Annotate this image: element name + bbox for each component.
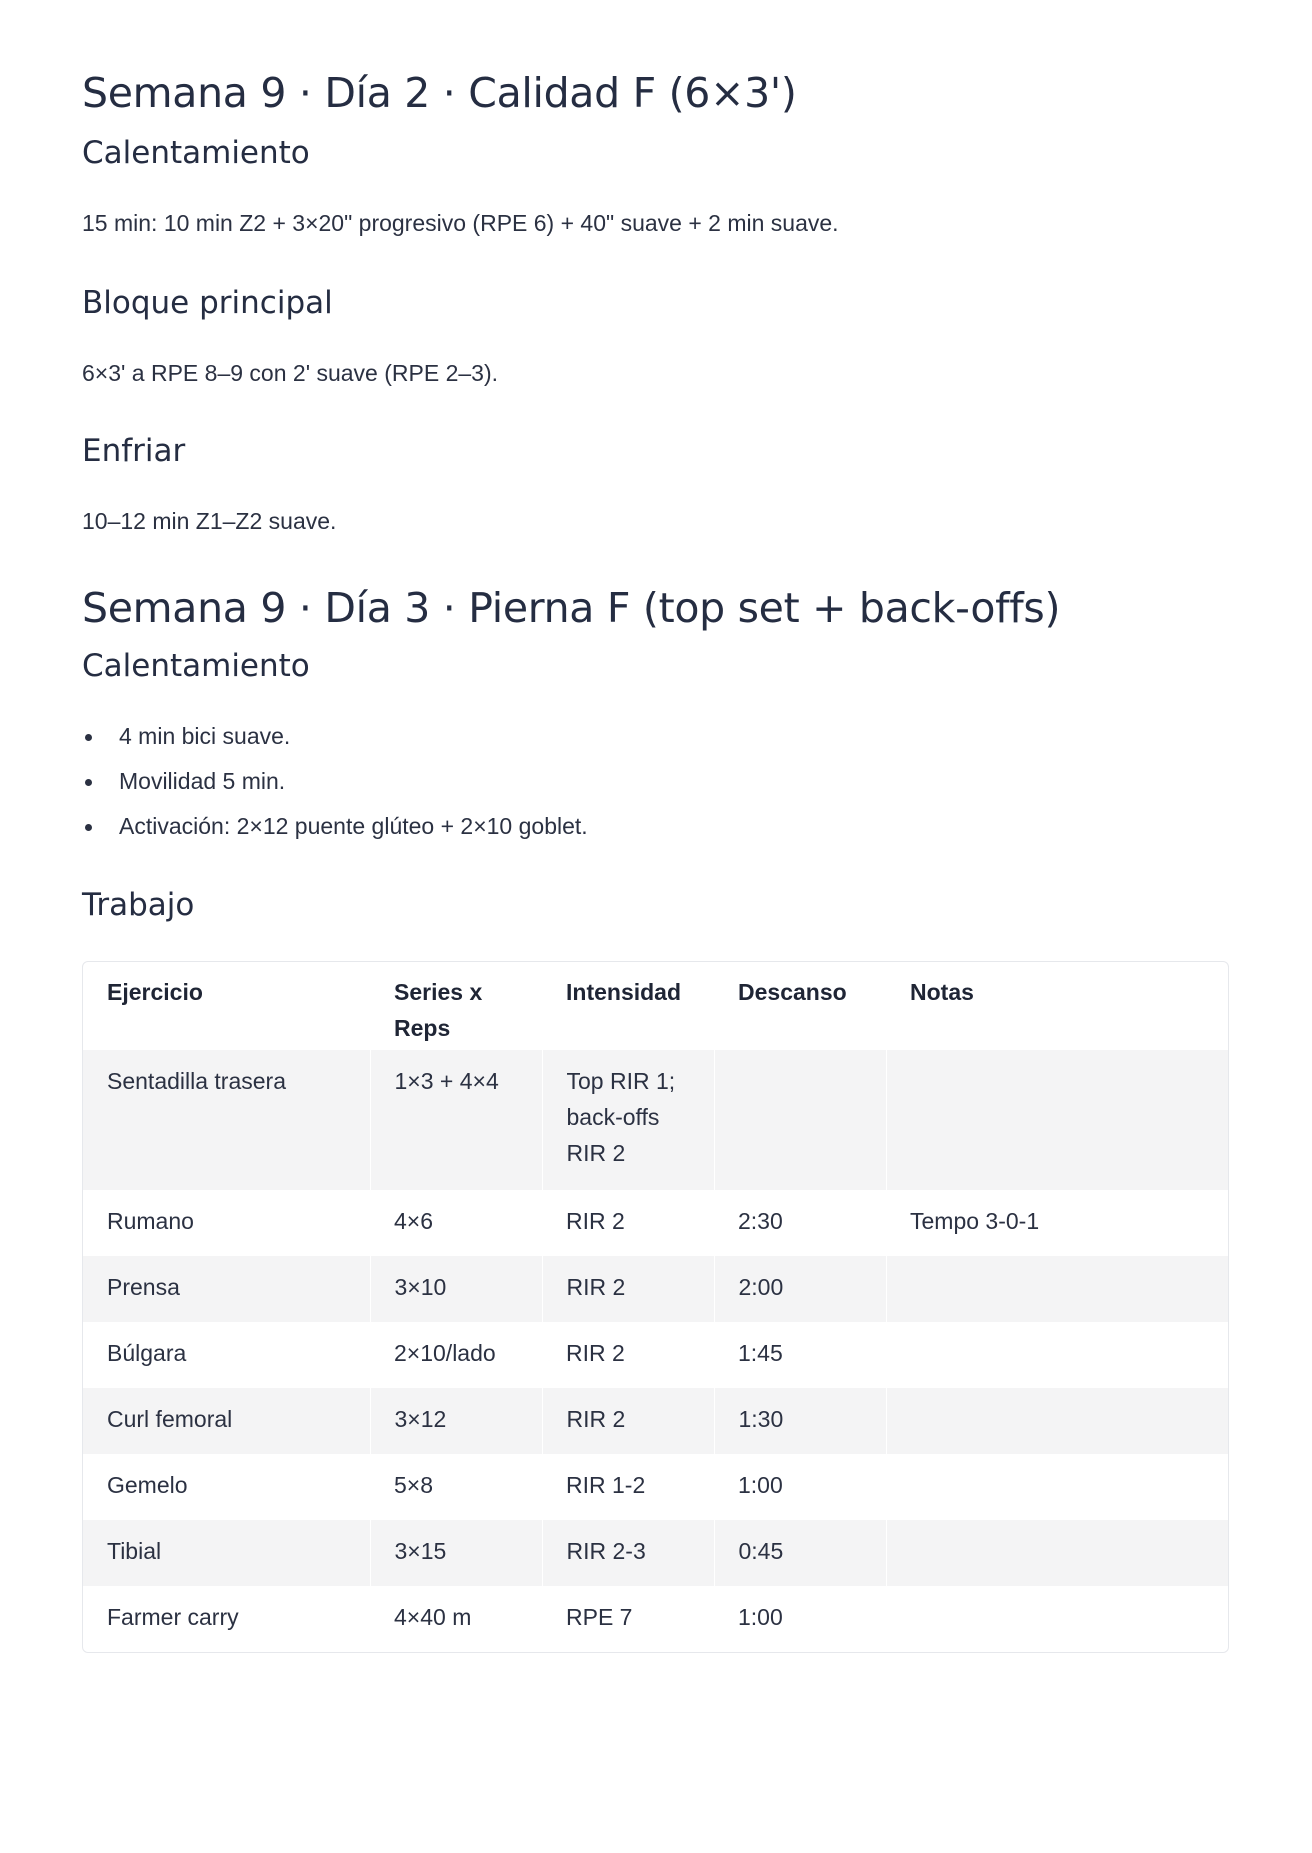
table-cell (886, 1586, 1229, 1652)
table-cell (886, 1322, 1229, 1388)
table-cell: 2:00 (714, 1256, 886, 1322)
table-row (83, 1322, 1229, 1388)
section1-warmup-text: 15 min: 10 min Z2 + 3×20" progresivo (RPE 6) + 40" suave + 2 min suave. (82, 210, 839, 236)
column-header: Notas (910, 979, 974, 1005)
table-cell: 1:45 (738, 1340, 783, 1366)
table-cell: Gemelo (107, 1472, 188, 1498)
column-header: Ejercicio (107, 979, 203, 1005)
table-cell: Búlgara (107, 1340, 187, 1366)
table-cell: Sentadilla trasera (83, 1050, 370, 1190)
section2-title: Semana 9 · Día 3 · Pierna F (top set + back-offs) (82, 584, 1061, 632)
table-cell: Farmer carry (107, 1604, 239, 1630)
table-cell: 3×12 (370, 1388, 542, 1454)
section1-warmup-heading: Calentamiento (82, 135, 310, 171)
column-header: Series x Reps (394, 979, 483, 1041)
table-row (83, 1454, 1229, 1520)
section2-warmup-heading: Calentamiento (82, 648, 310, 684)
column-header: Intensidad (566, 979, 682, 1005)
table-cell: 3×15 (370, 1520, 542, 1586)
table-cell (886, 1388, 1229, 1454)
table-cell: Top RIR 1; back-offs RIR 2 (542, 1050, 714, 1190)
table-cell: 3×10 (370, 1256, 542, 1322)
column-header: Descanso (738, 979, 847, 1005)
table-cell: 2:30 (738, 1208, 783, 1234)
table-cell: Curl femoral (83, 1388, 370, 1454)
table-cell: RIR 1-2 (566, 1472, 646, 1498)
table-cell (886, 1256, 1229, 1322)
table-cell: 1:00 (738, 1472, 783, 1498)
list-item: 4 min bici suave. (82, 714, 588, 759)
table-cell: Prensa (83, 1256, 370, 1322)
section1-title: Semana 9 · Día 2 · Calidad F (6×3') (82, 69, 797, 117)
table-row (83, 1520, 1229, 1586)
section1-main-heading: Bloque principal (82, 285, 333, 321)
table-cell: 4×40 m (394, 1604, 472, 1630)
table-cell (886, 1520, 1229, 1586)
table-row (83, 1190, 1229, 1256)
list-item: Activación: 2×12 puente glúteo + 2×10 goblet. (82, 804, 588, 849)
table-cell (886, 1050, 1229, 1190)
table-cell: 5×8 (394, 1472, 434, 1498)
table-cell (714, 1050, 886, 1190)
table-cell: 1×3 + 4×4 (370, 1050, 542, 1190)
list-item: Movilidad 5 min. (82, 759, 588, 804)
table-row (83, 1256, 1229, 1322)
table-cell: Tibial (83, 1520, 370, 1586)
section1-cooldown-heading: Enfriar (82, 433, 186, 469)
table-cell: 0:45 (714, 1520, 886, 1586)
table-cell: 2×10/lado (394, 1340, 496, 1366)
warmup-list (82, 714, 588, 849)
section2-work-heading: Trabajo (82, 887, 195, 923)
section1-main-text: 6×3' a RPE 8–9 con 2' suave (RPE 2–3). (82, 360, 498, 386)
table-cell (886, 1454, 1229, 1520)
table-row (83, 1050, 1229, 1190)
section1-cooldown-text: 10–12 min Z1–Z2 suave. (82, 508, 337, 534)
table-cell: RIR 2-3 (542, 1520, 714, 1586)
table-header-row (83, 962, 1229, 1050)
table-cell: RPE 7 (566, 1604, 633, 1630)
table-cell: Tempo 3-0-1 (910, 1208, 1040, 1234)
table-cell: RIR 2 (566, 1208, 625, 1234)
table-cell: 4×6 (394, 1208, 434, 1234)
table-cell: RIR 2 (542, 1388, 714, 1454)
table-cell: 1:00 (738, 1604, 783, 1630)
table-cell: 1:30 (714, 1388, 886, 1454)
table-cell: RIR 2 (566, 1340, 625, 1366)
workout-table (82, 961, 1229, 1653)
table-row (83, 1388, 1229, 1454)
table-cell: RIR 2 (542, 1256, 714, 1322)
table-row (83, 1586, 1229, 1652)
table-cell: Rumano (107, 1208, 194, 1234)
